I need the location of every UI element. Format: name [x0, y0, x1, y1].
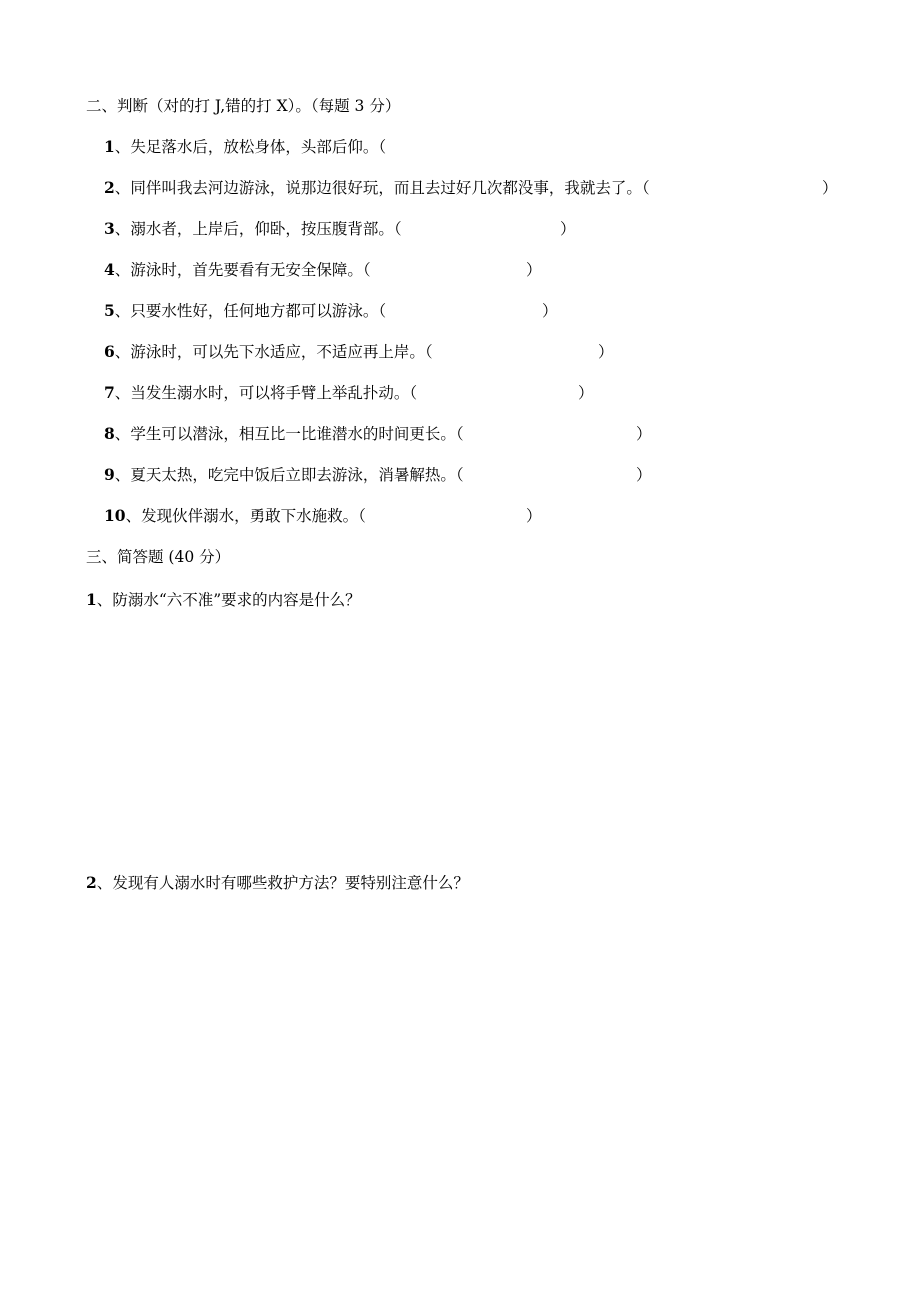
- judgement-item-1: [104, 137, 386, 157]
- item-6-close-paren: ）: [598, 343, 614, 361]
- item-separator: 、: [114, 138, 131, 156]
- judgement-item-3: [104, 219, 402, 239]
- question-text: 防溺水“六不准”要求的内容是什么？: [112, 591, 361, 609]
- item-8-close-paren: ）: [636, 425, 652, 443]
- item-number: 4: [104, 260, 115, 279]
- item-5-close-paren: ）: [542, 302, 558, 320]
- judgement-item-10: [104, 506, 366, 526]
- item-separator: 、: [114, 384, 131, 402]
- item-7-close-paren: ）: [578, 384, 594, 402]
- item-text: 发现伙伴溺水，勇敢下水施救。（: [141, 507, 366, 525]
- item-2-close-paren: ）: [822, 179, 838, 197]
- question-separator: 、: [96, 591, 113, 609]
- item-text: 溺水者，上岸后，仰卧，按压腹背部。（: [130, 220, 402, 238]
- item-4-close-paren: ）: [526, 261, 542, 279]
- question-number: 2: [86, 873, 97, 892]
- item-10-close-paren: ）: [526, 507, 542, 525]
- judgement-item-6: [104, 342, 433, 362]
- item-separator: 、: [114, 425, 131, 443]
- question-text: 发现有人溺水时有哪些救护方法？要特别注意什么？: [112, 874, 469, 892]
- item-separator: 、: [114, 302, 131, 320]
- judgement-item-7: [104, 383, 417, 403]
- item-number: 1: [104, 137, 115, 156]
- item-separator: 、: [114, 179, 131, 197]
- judgement-item-5: [104, 301, 386, 321]
- item-number: 2: [104, 178, 115, 197]
- item-number: 10: [104, 506, 126, 525]
- item-separator: 、: [114, 466, 131, 484]
- judgement-item-9: [104, 465, 464, 485]
- item-text: 学生可以潜泳，相互比一比谁潜水的时间更长。（: [130, 425, 464, 443]
- judgement-item-8: [104, 424, 464, 444]
- item-number: 7: [104, 383, 115, 402]
- question-number: 1: [86, 590, 97, 609]
- question-separator: 、: [96, 874, 113, 892]
- judgement-item-4: [104, 260, 371, 280]
- item-separator: 、: [125, 507, 142, 525]
- item-9-close-paren: ）: [636, 466, 652, 484]
- short-answer-question-2: [86, 873, 469, 893]
- item-number: 9: [104, 465, 115, 484]
- item-number: 3: [104, 219, 115, 238]
- item-text: 失足落水后，放松身体，头部后仰。（: [130, 138, 387, 156]
- item-number: 6: [104, 342, 115, 361]
- item-text: 游泳时，首先要看有无安全保障。（: [130, 261, 371, 279]
- item-text: 游泳时，可以先下水适应，不适应再上岸。（: [130, 343, 433, 361]
- item-separator: 、: [114, 343, 131, 361]
- item-text: 只要水性好，任何地方都可以游泳。（: [130, 302, 387, 320]
- item-text: 同伴叫我去河边游泳，说那边很好玩，而且去过好几次都没事，我就去了。（: [130, 179, 650, 197]
- item-text: 夏天太热，吃完中饭后立即去游泳，消暑解热。（: [130, 466, 464, 484]
- item-3-close-paren: ）: [560, 220, 576, 238]
- item-separator: 、: [114, 261, 131, 279]
- section-3-title: 三、简答题 (40 分）: [86, 548, 231, 566]
- item-text: 当发生溺水时，可以将手臂上举乱扑动。（: [130, 384, 418, 402]
- item-number: 5: [104, 301, 115, 320]
- item-number: 8: [104, 424, 115, 443]
- section-2-title: 二、判断（对的打 J,错的打 X）。（每题 3 分）: [86, 97, 401, 115]
- judgement-item-2: [104, 178, 650, 198]
- item-separator: 、: [114, 220, 131, 238]
- short-answer-question-1: [86, 590, 361, 610]
